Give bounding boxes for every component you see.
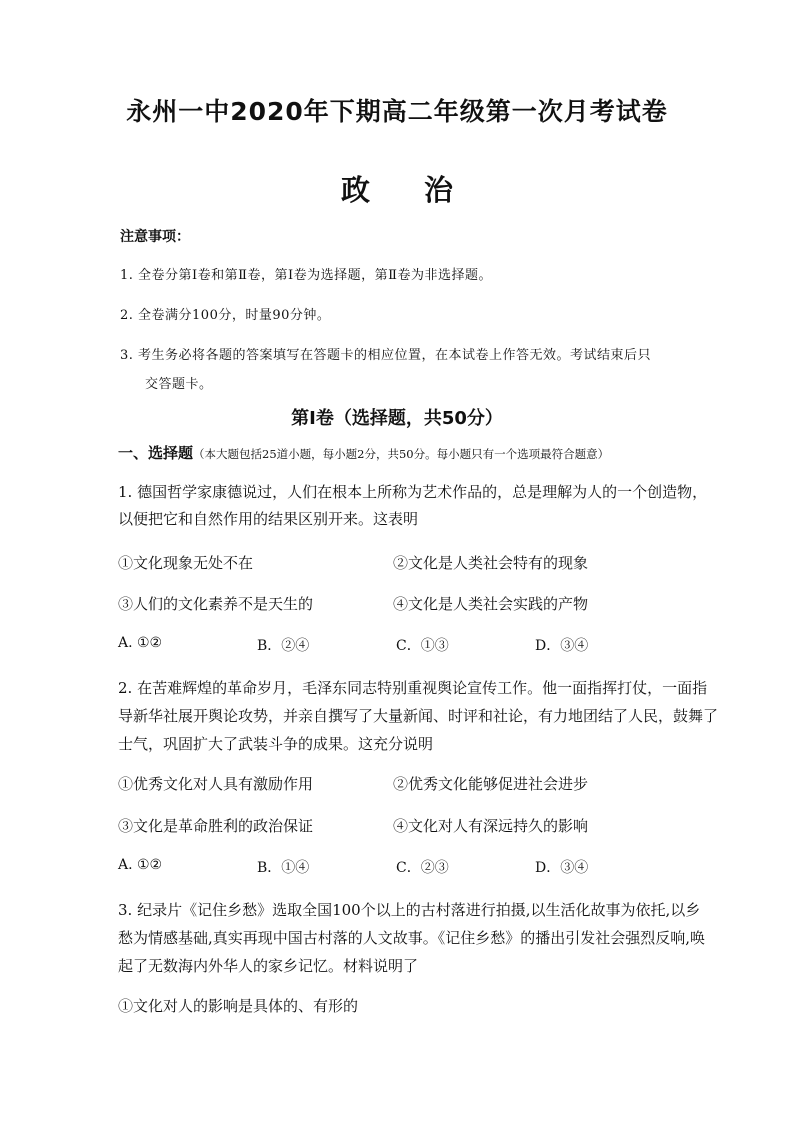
notes-heading: 注意事项：: [120, 229, 190, 245]
question-1-text-line: 以便把它和自然作用的结果区别开来。这表明: [118, 510, 419, 528]
question-2-choice-a: A. ①②: [118, 857, 163, 873]
question-2-statement: ③文化是革命胜利的政治保证: [118, 817, 314, 835]
note-item: 3. 考生务必将各题的答案填写在答题卡的相应位置，在本试卷上作答无效。考试结束后只: [120, 348, 652, 363]
part-heading: [118, 442, 609, 463]
question-2-text-line: 2. 在苦难辉煌的革命岁月，毛泽东同志特别重视舆论宣传工作。他一面指挥打仗，一面指: [118, 679, 708, 697]
part-lead: 一、选择题: [118, 444, 194, 462]
question-3-statement: ①文化对人的影响是具体的、有形的: [118, 997, 359, 1015]
question-2-choice-d: D．③④: [535, 860, 589, 876]
question-1-choice-b: B．②④: [257, 638, 310, 654]
note-item: 2. 全卷满分100分，时量90分钟。: [120, 308, 331, 323]
question-3-text-line: 愁为情感基础,真实再现中国古村落的人文故事。《记住乡愁》的播出引发社会强烈反响,唤: [118, 929, 706, 947]
question-3-text-line: 3. 纪录片《记住乡愁》选取全国100个以上的古村落进行拍摄,以生活化故事为依托,以乡: [118, 901, 701, 919]
section-title: 第Ⅰ卷（选择题，共50分）: [291, 408, 503, 429]
question-2-choice-c: C．②③: [396, 860, 449, 876]
question-2-statement: ②优秀文化能够促进社会进步: [393, 775, 589, 793]
question-1-statement: ③人们的文化素养不是天生的: [118, 595, 314, 613]
note-item: 1. 全卷分第Ⅰ卷和第Ⅱ卷，第Ⅰ卷为选择题，第Ⅱ卷为非选择题。: [120, 268, 492, 283]
question-1-statement: ①文化现象无处不在: [118, 554, 254, 572]
question-1-choice-c: C．①③: [396, 638, 449, 654]
question-1-text-line: 1. 德国哲学家康德说过，人们在根本上所称为艺术作品的，总是理解为人的一个创造物，: [118, 483, 708, 501]
question-1-choice-a: A. ①②: [118, 635, 163, 651]
question-2-statement: ④文化对人有深远持久的影响: [393, 817, 589, 835]
part-description: （本大题包括25道小题，每小题2分，共50分。每小题只有一个选项最符合题意）: [193, 447, 610, 461]
question-3-text-line: 起了无数海内外华人的家乡记忆。材料说明了: [118, 957, 419, 975]
question-1-statement: ②文化是人类社会特有的现象: [393, 554, 589, 572]
question-2-choice-b: B．①④: [257, 860, 310, 876]
subject-title: 政 治: [340, 173, 476, 207]
question-1-statement: ④文化是人类社会实践的产物: [393, 595, 589, 613]
exam-title: 永州一中2020年下期高二年级第一次月考试卷: [126, 97, 668, 126]
note-item-continuation: 交答题卡。: [145, 377, 213, 392]
question-2-text-line: 士气，巩固扩大了武装斗争的成果。这充分说明: [118, 735, 434, 753]
question-1-choice-d: D．③④: [535, 638, 589, 654]
question-2-text-line: 导新华社展开舆论攻势，并亲自撰写了大量新闻、时评和社论，有力地团结了人民，鼓舞了: [118, 707, 719, 725]
question-2-statement: ①优秀文化对人具有激励作用: [118, 775, 314, 793]
